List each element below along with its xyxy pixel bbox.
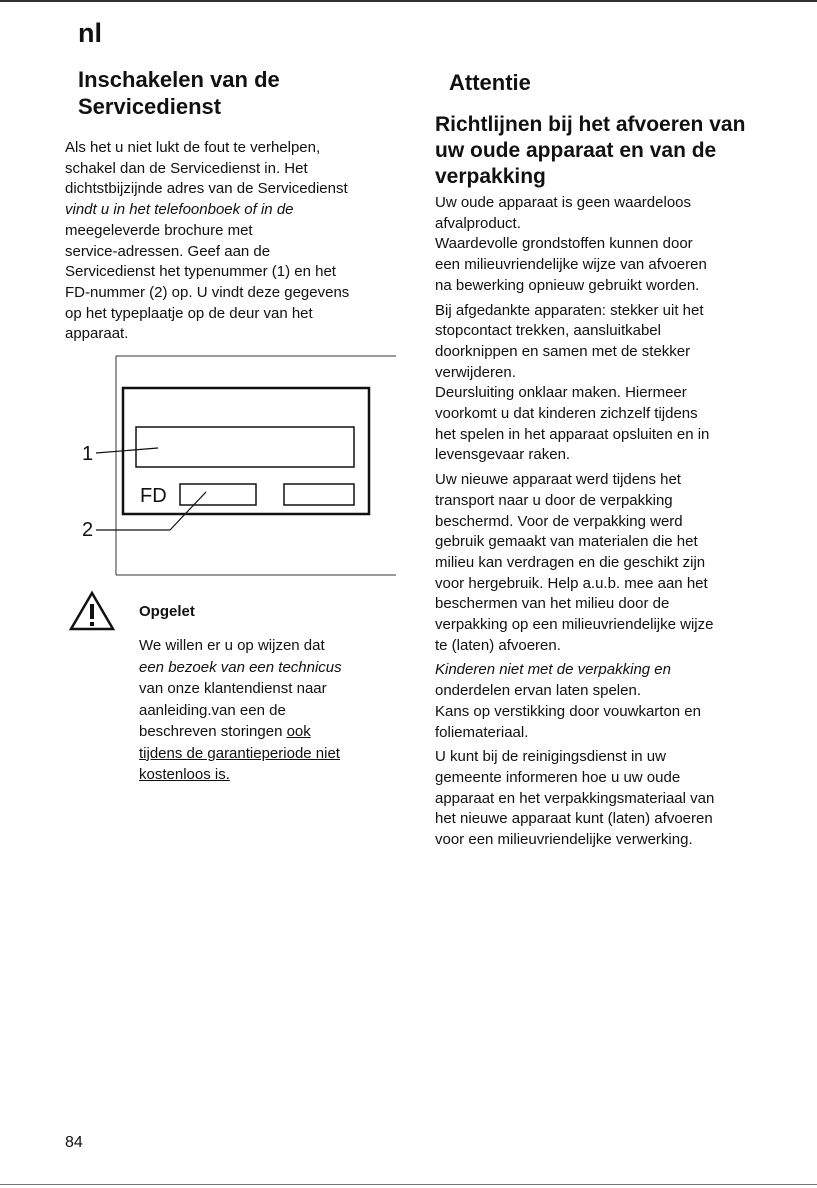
disposal-heading xyxy=(435,112,785,190)
paragraph-line: stopcontact trekken, aansluitkabel xyxy=(435,322,661,340)
paragraph-line: verpakking op een milieuvriendelijke wijze xyxy=(435,616,714,634)
paragraph-line: gebruik gemaakt van materialen die het xyxy=(435,533,698,551)
paragraph-line: na bewerking opnieuw gebruikt worden. xyxy=(435,276,700,294)
paragraph-line: Uw oude apparaat is geen waardeloos xyxy=(435,194,692,211)
callout-1-leader xyxy=(96,448,158,453)
paragraph-line: service-adressen. Geef aan de xyxy=(65,242,271,260)
warning-line: aanleiding.van een de xyxy=(139,701,286,719)
paragraph-line: dichtstbijzijnde adres van de Servicedienst xyxy=(65,180,348,198)
left-title-line: Inschakelen van de xyxy=(78,67,280,92)
disposal-paragraph xyxy=(435,747,775,851)
paragraph-line: het nieuwe apparaat kunt (laten) afvoeren xyxy=(435,810,713,828)
paragraph-line: op het typeplaatje op de deur van het xyxy=(65,304,313,322)
paragraph-line: foliemateriaal. xyxy=(435,723,529,741)
warning-line: een bezoek van een technicus xyxy=(139,658,342,676)
left-title xyxy=(78,66,280,120)
disposal-paragraph xyxy=(435,470,775,656)
paragraph-line: apparaat. xyxy=(65,325,129,343)
paragraph-line: beschermen van het milieu door de xyxy=(435,595,670,613)
disposal-text xyxy=(435,193,775,855)
type-number-field xyxy=(136,427,354,467)
language-marker: nl xyxy=(78,18,102,48)
disposal-paragraph xyxy=(435,193,775,297)
paragraph-line: onderdelen ervan laten spelen. xyxy=(435,682,641,700)
paragraph-line: transport naar u door de verpakking xyxy=(435,491,673,509)
top-rule xyxy=(0,0,817,2)
disposal-paragraph xyxy=(435,301,775,467)
paragraph-line: beschermd. Voor de verpakking werd xyxy=(435,512,683,530)
paragraph-line: Als het u niet lukt de fout te verhelpen, xyxy=(65,139,321,156)
paragraph-line: te (laten) afvoeren. xyxy=(435,636,561,654)
paragraph-line: voor hergebruik. Help a.u.b. mee aan het xyxy=(435,574,708,592)
paragraph-line: afvalproduct. xyxy=(435,214,521,232)
paragraph-line: voor een milieuvriendelijke verwerking. xyxy=(435,831,693,849)
warning-text xyxy=(139,635,394,786)
paragraph-line: een milieuvriendelijke wijze van afvoeren xyxy=(435,256,707,274)
callout-2-label: 2 xyxy=(82,519,94,541)
warning-triangle-icon xyxy=(68,590,116,632)
paragraph-line: gemeente informeren hoe u uw oude xyxy=(435,768,681,786)
callout-1-label: 1 xyxy=(82,443,94,465)
paragraph-line: milieu kan verdragen en die geschikt zijn xyxy=(435,553,706,571)
left-title-line: Servicedienst xyxy=(78,94,222,119)
paragraph-line: Waardevolle grondstoffen kunnen door xyxy=(435,235,693,253)
disposal-heading-line: verpakking xyxy=(435,165,546,188)
paragraph-line: apparaat en het verpakkingsmateriaal van xyxy=(435,789,715,807)
paragraph-line: Bij afgedankte apparaten: stekker uit het xyxy=(435,301,704,319)
bottom-rule xyxy=(0,1184,817,1185)
paragraph-line: Kans op verstikking door vouwkarton en xyxy=(435,702,701,720)
paragraph-line: verwijderen. xyxy=(435,363,516,381)
paragraph-line: doorknippen en samen met de stekker xyxy=(435,342,691,360)
paragraph-line: Kinderen niet met de verpakking en xyxy=(435,661,671,679)
warning-line: kostenloos is. xyxy=(139,766,230,783)
warning-line: tijdens de garantieperiode niet xyxy=(139,744,340,762)
disposal-heading-line: uw oude apparaat en van de xyxy=(435,139,717,162)
fd-label: FD xyxy=(140,485,167,507)
callout-2-leader-diagonal xyxy=(170,492,206,530)
extra-field xyxy=(284,484,354,505)
paragraph-line: Uw nieuwe apparaat werd tijdens het xyxy=(435,471,681,489)
paragraph-line: U kunt bij de reinigingsdienst in uw xyxy=(435,748,666,766)
paragraph-line: schakel dan de Servicedienst in. Het xyxy=(65,159,308,177)
disposal-heading-line: Richtlijnen bij het afvoeren van xyxy=(435,113,746,136)
attention-heading: Attentie xyxy=(449,70,531,95)
paragraph-line: FD-nummer (2) op. U vindt deze gegevens xyxy=(65,283,350,301)
warning-title: Opgelet xyxy=(139,603,195,620)
paragraph-line: levensgevaar raken. xyxy=(435,446,571,464)
paragraph-line: het spelen in het apparaat opsluiten en in xyxy=(435,425,710,443)
warning-line: van onze klantendienst naar xyxy=(139,680,327,697)
type-plate-diagram xyxy=(78,350,398,580)
paragraph-line: Deursluiting onklaar maken. Hiermeer xyxy=(435,384,687,402)
paragraph-line: voorkomt u dat kinderen zichzelf tijdens xyxy=(435,405,698,423)
paragraph-line: vindt u in het telefoonboek of in de xyxy=(65,201,294,219)
disposal-paragraph xyxy=(435,660,775,743)
left-paragraph xyxy=(65,138,410,345)
paragraph-line: Servicedienst het typenummer (1) en het xyxy=(65,263,336,281)
paragraph-line: meegeleverde brochure met xyxy=(65,221,253,239)
warning-line: beschreven storingen ook xyxy=(139,723,311,740)
fd-number-field xyxy=(180,484,256,505)
warning-line: We willen er u op wijzen dat xyxy=(139,637,325,654)
page-number: 84 xyxy=(65,1134,83,1151)
